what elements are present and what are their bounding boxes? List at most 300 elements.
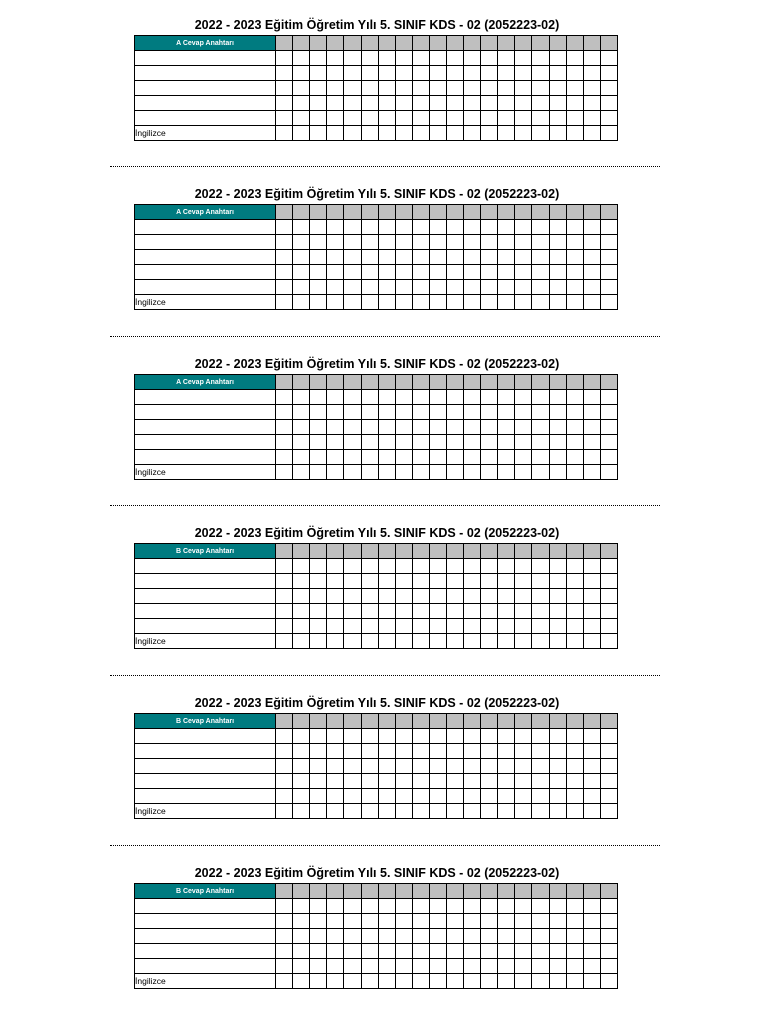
answer-cell xyxy=(566,390,583,405)
answer-cell xyxy=(532,265,549,280)
answer-cell xyxy=(515,929,532,944)
question-number-cell xyxy=(583,714,600,729)
answer-cell xyxy=(566,111,583,126)
answer-cell xyxy=(361,929,378,944)
answer-cell xyxy=(310,96,327,111)
question-number-cell xyxy=(464,714,481,729)
answer-cell xyxy=(566,604,583,619)
answer-cell xyxy=(378,974,395,989)
question-number-cell xyxy=(327,375,344,390)
answer-cell xyxy=(361,111,378,126)
answer-cell xyxy=(395,899,412,914)
answer-cell xyxy=(532,634,549,649)
question-number-cell xyxy=(361,544,378,559)
answer-cell xyxy=(549,944,566,959)
answer-cell xyxy=(532,435,549,450)
answer-cell xyxy=(395,959,412,974)
answer-cell xyxy=(412,899,429,914)
answer-cell xyxy=(583,220,600,235)
answer-cell xyxy=(532,390,549,405)
answer-cell xyxy=(327,81,344,96)
answer-cell xyxy=(327,634,344,649)
answer-cell xyxy=(378,759,395,774)
answer-cell xyxy=(429,66,446,81)
subject-row xyxy=(135,974,618,989)
answer-cell xyxy=(276,789,293,804)
answer-cell xyxy=(395,729,412,744)
answer-cell xyxy=(600,390,617,405)
question-number-cell xyxy=(276,714,293,729)
answer-grid-row xyxy=(135,265,618,280)
row-label-cell xyxy=(135,929,276,944)
answer-cell xyxy=(327,789,344,804)
answer-cell xyxy=(361,604,378,619)
answer-cell xyxy=(481,634,498,649)
answer-cell xyxy=(310,220,327,235)
answer-cell xyxy=(583,235,600,250)
answer-cell xyxy=(429,96,446,111)
answer-cell xyxy=(446,420,463,435)
answer-cell xyxy=(344,804,361,819)
question-number-cell xyxy=(344,884,361,899)
question-number-cell xyxy=(600,205,617,220)
answer-cell xyxy=(361,619,378,634)
question-number-cell xyxy=(481,375,498,390)
answer-cell xyxy=(446,634,463,649)
question-number-cell xyxy=(446,884,463,899)
question-number-cell xyxy=(429,884,446,899)
answer-cell xyxy=(583,634,600,649)
answer-cell xyxy=(464,974,481,989)
answer-cell xyxy=(464,96,481,111)
answer-cell xyxy=(310,265,327,280)
answer-grid-row xyxy=(135,405,618,420)
question-number-cell xyxy=(276,375,293,390)
answer-cell xyxy=(344,974,361,989)
answer-cell xyxy=(481,804,498,819)
answer-cell xyxy=(361,81,378,96)
answer-cell xyxy=(481,66,498,81)
answer-cell xyxy=(498,899,515,914)
answer-cell xyxy=(464,604,481,619)
answer-cell xyxy=(327,111,344,126)
answer-cell xyxy=(429,789,446,804)
answer-grid-header-row xyxy=(135,205,618,220)
answer-grid xyxy=(134,374,618,480)
question-number-cell xyxy=(429,36,446,51)
answer-cell xyxy=(293,729,310,744)
answer-cell xyxy=(276,220,293,235)
question-number-cell xyxy=(566,375,583,390)
answer-cell xyxy=(412,126,429,141)
answer-cell xyxy=(276,405,293,420)
answer-cell xyxy=(395,974,412,989)
answer-cell xyxy=(566,235,583,250)
answer-cell xyxy=(395,450,412,465)
answer-cell xyxy=(549,789,566,804)
answer-cell xyxy=(395,66,412,81)
answer-cell xyxy=(583,929,600,944)
answer-cell xyxy=(276,420,293,435)
question-number-cell xyxy=(310,884,327,899)
answer-cell xyxy=(446,589,463,604)
answer-cell xyxy=(464,405,481,420)
answer-cell xyxy=(344,250,361,265)
answer-cell xyxy=(446,559,463,574)
answer-cell xyxy=(412,804,429,819)
answer-cell xyxy=(566,744,583,759)
answer-grid xyxy=(134,35,618,141)
question-number-cell xyxy=(532,205,549,220)
answer-cell xyxy=(532,250,549,265)
answer-cell xyxy=(327,420,344,435)
answer-grid-row xyxy=(135,435,618,450)
row-label-cell xyxy=(135,744,276,759)
answer-cell xyxy=(429,450,446,465)
answer-cell xyxy=(446,944,463,959)
answer-cell xyxy=(566,405,583,420)
answer-cell xyxy=(464,589,481,604)
answer-cell xyxy=(600,974,617,989)
row-label-cell xyxy=(135,390,276,405)
answer-cell xyxy=(464,250,481,265)
answer-cell xyxy=(549,759,566,774)
answer-cell xyxy=(446,744,463,759)
answer-cell xyxy=(429,390,446,405)
answer-cell xyxy=(344,220,361,235)
answer-cell xyxy=(515,804,532,819)
question-number-cell xyxy=(515,205,532,220)
answer-cell xyxy=(378,465,395,480)
question-number-cell xyxy=(600,36,617,51)
answer-cell xyxy=(583,81,600,96)
answer-cell xyxy=(378,265,395,280)
question-number-cell xyxy=(361,714,378,729)
answer-cell xyxy=(566,789,583,804)
answer-cell xyxy=(464,126,481,141)
question-number-cell xyxy=(532,375,549,390)
answer-cell xyxy=(600,559,617,574)
answer-grid-header-row xyxy=(135,544,618,559)
answer-cell xyxy=(549,774,566,789)
answer-cell xyxy=(276,914,293,929)
answer-cell xyxy=(395,435,412,450)
question-number-cell xyxy=(549,375,566,390)
answer-cell xyxy=(378,959,395,974)
answer-cell xyxy=(532,51,549,66)
answer-cell xyxy=(600,126,617,141)
answer-cell xyxy=(395,250,412,265)
answer-grid-row xyxy=(135,944,618,959)
question-number-cell xyxy=(378,884,395,899)
answer-cell xyxy=(429,619,446,634)
answer-cell xyxy=(583,390,600,405)
answer-cell xyxy=(327,66,344,81)
answer-cell xyxy=(344,295,361,310)
answer-cell xyxy=(481,405,498,420)
answer-cell xyxy=(481,51,498,66)
answer-cell xyxy=(515,220,532,235)
answer-grid-row xyxy=(135,235,618,250)
answer-cell xyxy=(378,604,395,619)
answer-cell xyxy=(310,774,327,789)
answer-cell xyxy=(310,944,327,959)
answer-cell xyxy=(361,435,378,450)
answer-cell xyxy=(429,81,446,96)
answer-cell xyxy=(276,81,293,96)
answer-cell xyxy=(344,51,361,66)
answer-cell xyxy=(446,96,463,111)
question-number-cell xyxy=(583,544,600,559)
answer-cell xyxy=(412,420,429,435)
answer-cell xyxy=(344,81,361,96)
answer-cell xyxy=(361,974,378,989)
answer-cell xyxy=(327,759,344,774)
answer-cell xyxy=(549,405,566,420)
answer-cell xyxy=(327,574,344,589)
answer-cell xyxy=(583,974,600,989)
answer-cell xyxy=(429,744,446,759)
answer-cell xyxy=(310,914,327,929)
question-number-cell xyxy=(310,714,327,729)
answer-cell xyxy=(429,420,446,435)
answer-cell xyxy=(532,559,549,574)
question-number-cell xyxy=(293,544,310,559)
row-label-cell xyxy=(135,420,276,435)
answer-cell xyxy=(276,959,293,974)
answer-cell xyxy=(395,804,412,819)
answer-cell xyxy=(429,729,446,744)
answer-cell xyxy=(464,111,481,126)
answer-cell xyxy=(481,574,498,589)
answer-cell xyxy=(515,126,532,141)
answer-cell xyxy=(310,235,327,250)
answer-cell xyxy=(446,250,463,265)
answer-cell xyxy=(293,604,310,619)
answer-cell xyxy=(498,929,515,944)
answer-cell xyxy=(532,405,549,420)
answer-cell xyxy=(446,126,463,141)
answer-cell xyxy=(395,220,412,235)
answer-cell xyxy=(412,435,429,450)
answer-cell xyxy=(293,390,310,405)
answer-cell xyxy=(532,744,549,759)
answer-cell xyxy=(344,574,361,589)
answer-cell xyxy=(600,265,617,280)
answer-cell xyxy=(344,929,361,944)
answer-cell xyxy=(327,235,344,250)
answer-cell xyxy=(498,774,515,789)
answer-cell xyxy=(310,81,327,96)
answer-cell xyxy=(327,250,344,265)
answer-cell xyxy=(378,589,395,604)
answer-cell xyxy=(566,81,583,96)
question-number-cell xyxy=(378,544,395,559)
row-label-cell xyxy=(135,450,276,465)
answer-cell xyxy=(395,589,412,604)
answer-cell xyxy=(446,899,463,914)
answer-cell xyxy=(446,280,463,295)
answer-cell xyxy=(361,280,378,295)
question-number-cell xyxy=(429,544,446,559)
answer-cell xyxy=(583,405,600,420)
answer-cell xyxy=(327,450,344,465)
answer-cell xyxy=(532,96,549,111)
question-number-cell xyxy=(446,544,463,559)
question-number-cell xyxy=(395,205,412,220)
answer-cell xyxy=(464,81,481,96)
question-number-cell xyxy=(549,205,566,220)
answer-cell xyxy=(361,450,378,465)
answer-cell xyxy=(481,944,498,959)
answer-grid-row xyxy=(135,420,618,435)
answer-cell xyxy=(600,929,617,944)
answer-cell xyxy=(600,944,617,959)
answer-cell xyxy=(429,559,446,574)
answer-cell xyxy=(327,559,344,574)
answer-cell xyxy=(276,280,293,295)
sheet-title: 2022 - 2023 Eğitim Öğretim Yılı 5. SINIF KDS - 02 (2052223-02) xyxy=(194,357,560,371)
answer-cell xyxy=(549,435,566,450)
question-number-cell xyxy=(412,375,429,390)
answer-cell xyxy=(276,435,293,450)
question-number-cell xyxy=(412,714,429,729)
answer-cell xyxy=(549,235,566,250)
answer-cell xyxy=(566,759,583,774)
answer-cell xyxy=(498,914,515,929)
answer-cell xyxy=(327,390,344,405)
answer-cell xyxy=(395,126,412,141)
answer-cell xyxy=(293,235,310,250)
answer-cell xyxy=(310,295,327,310)
answer-grid-row xyxy=(135,929,618,944)
answer-cell xyxy=(600,804,617,819)
row-label-cell xyxy=(135,81,276,96)
question-number-cell xyxy=(378,205,395,220)
answer-cell xyxy=(344,96,361,111)
question-number-cell xyxy=(498,884,515,899)
answer-cell xyxy=(515,744,532,759)
answer-cell xyxy=(446,789,463,804)
answer-cell xyxy=(446,111,463,126)
answer-cell xyxy=(583,729,600,744)
row-label-cell xyxy=(135,66,276,81)
answer-cell xyxy=(395,280,412,295)
answer-cell xyxy=(498,295,515,310)
subject-row xyxy=(135,465,618,480)
answer-cell xyxy=(600,774,617,789)
question-number-cell xyxy=(446,375,463,390)
question-number-cell xyxy=(515,544,532,559)
answer-cell xyxy=(361,574,378,589)
answer-cell xyxy=(566,619,583,634)
answer-cell xyxy=(378,405,395,420)
answer-cell xyxy=(532,126,549,141)
row-label-cell xyxy=(135,405,276,420)
answer-cell xyxy=(600,759,617,774)
answer-cell xyxy=(395,265,412,280)
answer-cell xyxy=(378,559,395,574)
sheet-title: 2022 - 2023 Eğitim Öğretim Yılı 5. SINIF KDS - 02 (2052223-02) xyxy=(194,187,560,201)
answer-cell xyxy=(293,420,310,435)
question-number-cell xyxy=(276,544,293,559)
answer-cell xyxy=(412,559,429,574)
question-number-cell xyxy=(293,205,310,220)
answer-cell xyxy=(549,66,566,81)
answer-cell xyxy=(310,574,327,589)
answer-cell xyxy=(583,914,600,929)
answer-grid-row xyxy=(135,96,618,111)
subject-label: İngilizce xyxy=(135,126,276,141)
answer-cell xyxy=(293,265,310,280)
question-number-cell xyxy=(344,375,361,390)
question-number-cell xyxy=(566,714,583,729)
answer-cell xyxy=(566,126,583,141)
question-number-cell xyxy=(464,36,481,51)
answer-grid-row xyxy=(135,759,618,774)
answer-cell xyxy=(412,405,429,420)
sheet-title: 2022 - 2023 Eğitim Öğretim Yılı 5. SINIF KDS - 02 (2052223-02) xyxy=(194,18,560,32)
row-label-cell xyxy=(135,604,276,619)
answer-cell xyxy=(412,250,429,265)
answer-cell xyxy=(583,804,600,819)
sheet-title: 2022 - 2023 Eğitim Öğretim Yılı 5. SINIF KDS - 02 (2052223-02) xyxy=(194,526,560,540)
answer-cell xyxy=(481,559,498,574)
answer-cell xyxy=(412,959,429,974)
answer-cell xyxy=(566,465,583,480)
answer-cell xyxy=(515,619,532,634)
answer-cell xyxy=(481,235,498,250)
answer-cell xyxy=(361,66,378,81)
answer-cell xyxy=(515,559,532,574)
answer-cell xyxy=(566,574,583,589)
question-number-cell xyxy=(293,36,310,51)
answer-cell xyxy=(464,66,481,81)
answer-grid-row xyxy=(135,774,618,789)
answer-cell xyxy=(446,405,463,420)
answer-cell xyxy=(515,450,532,465)
answer-cell xyxy=(361,265,378,280)
answer-cell xyxy=(498,51,515,66)
answer-cell xyxy=(378,220,395,235)
answer-cell xyxy=(361,250,378,265)
question-number-cell xyxy=(566,36,583,51)
answer-cell xyxy=(412,265,429,280)
row-label-cell xyxy=(135,559,276,574)
answer-cell xyxy=(481,619,498,634)
row-label-cell xyxy=(135,220,276,235)
answer-cell xyxy=(566,929,583,944)
question-number-cell xyxy=(515,36,532,51)
row-label-cell xyxy=(135,944,276,959)
answer-cell xyxy=(276,744,293,759)
answer-cell xyxy=(344,604,361,619)
question-number-cell xyxy=(344,36,361,51)
answer-cell xyxy=(429,974,446,989)
question-number-cell xyxy=(515,714,532,729)
row-label-cell xyxy=(135,235,276,250)
answer-cell xyxy=(566,450,583,465)
question-number-cell xyxy=(515,884,532,899)
answer-cell xyxy=(327,914,344,929)
answer-cell xyxy=(327,899,344,914)
answer-cell xyxy=(481,250,498,265)
answer-cell xyxy=(395,96,412,111)
answer-cell xyxy=(327,929,344,944)
answer-cell xyxy=(361,405,378,420)
answer-cell xyxy=(361,589,378,604)
answer-cell xyxy=(293,280,310,295)
